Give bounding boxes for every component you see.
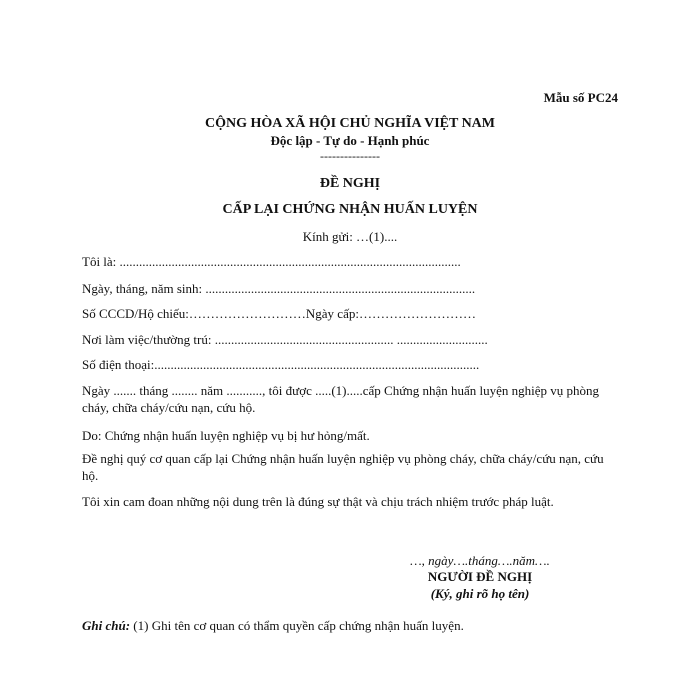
- form-code: Mẫu số PC24: [543, 90, 618, 105]
- field-id-card: Số CCCD/Hộ chiếu:………………………Ngày cấp:………………………: [82, 306, 476, 321]
- signature-date: …, ngày….tháng….năm….: [410, 553, 550, 568]
- salutation: Kính gửi: …(1)....: [302, 229, 398, 244]
- document-title: ĐỀ NGHỊ: [319, 176, 381, 191]
- field-phone: Số điện thoại:....................................................................................................: [82, 357, 480, 372]
- paragraph-issued: Ngày ....... tháng ........ năm ..........., tôi được .....(1).....cấp Chứng nhận huấn luyện nghiệp vụ phòng cháy, chữa cháy/cứu nạn, cứu hộ.: [82, 383, 600, 415]
- field-date-of-birth: Ngày, tháng, năm sinh: ...................................................................................: [82, 281, 476, 296]
- paragraph-reason: Do: Chứng nhận huấn luyện nghiệp vụ bị hư hỏng/mất.: [82, 428, 370, 443]
- footnote-text: (1) Ghi tên cơ quan có thẩm quyền cấp chứng nhận huấn luyện.: [130, 618, 464, 633]
- signature-title: NGƯỜI ĐỀ NGHỊ: [427, 569, 533, 584]
- footnote: [82, 618, 622, 634]
- signature-hint: (Ký, ghi rõ họ tên): [430, 586, 530, 601]
- motto: Độc lập - Tự do - Hạnh phúc: [270, 133, 430, 148]
- paragraph-request: Đề nghị quý cơ quan cấp lại Chứng nhận huấn luyện nghiệp vụ phòng cháy, chữa cháy/cứu nạn, cứu hộ.: [82, 451, 604, 483]
- document-subtitle: CẤP LẠI CHỨNG NHẬN HUẤN LUYỆN: [222, 202, 478, 217]
- field-name: Tôi là: .........................................................................................................: [82, 254, 461, 269]
- footnote-label: Ghi chú:: [82, 618, 131, 633]
- nation-heading: CỘNG HÒA XÃ HỘI CHỦ NGHĨA VIỆT NAM: [204, 116, 495, 131]
- field-residence: Nơi làm việc/thường trú: ....................................................... ............................: [82, 332, 488, 347]
- header-divider: ---------------: [320, 149, 380, 163]
- paragraph-commitment: Tôi xin cam đoan những nội dung trên là đúng sự thật và chịu trách nhiệm trước pháp luật.: [82, 494, 554, 509]
